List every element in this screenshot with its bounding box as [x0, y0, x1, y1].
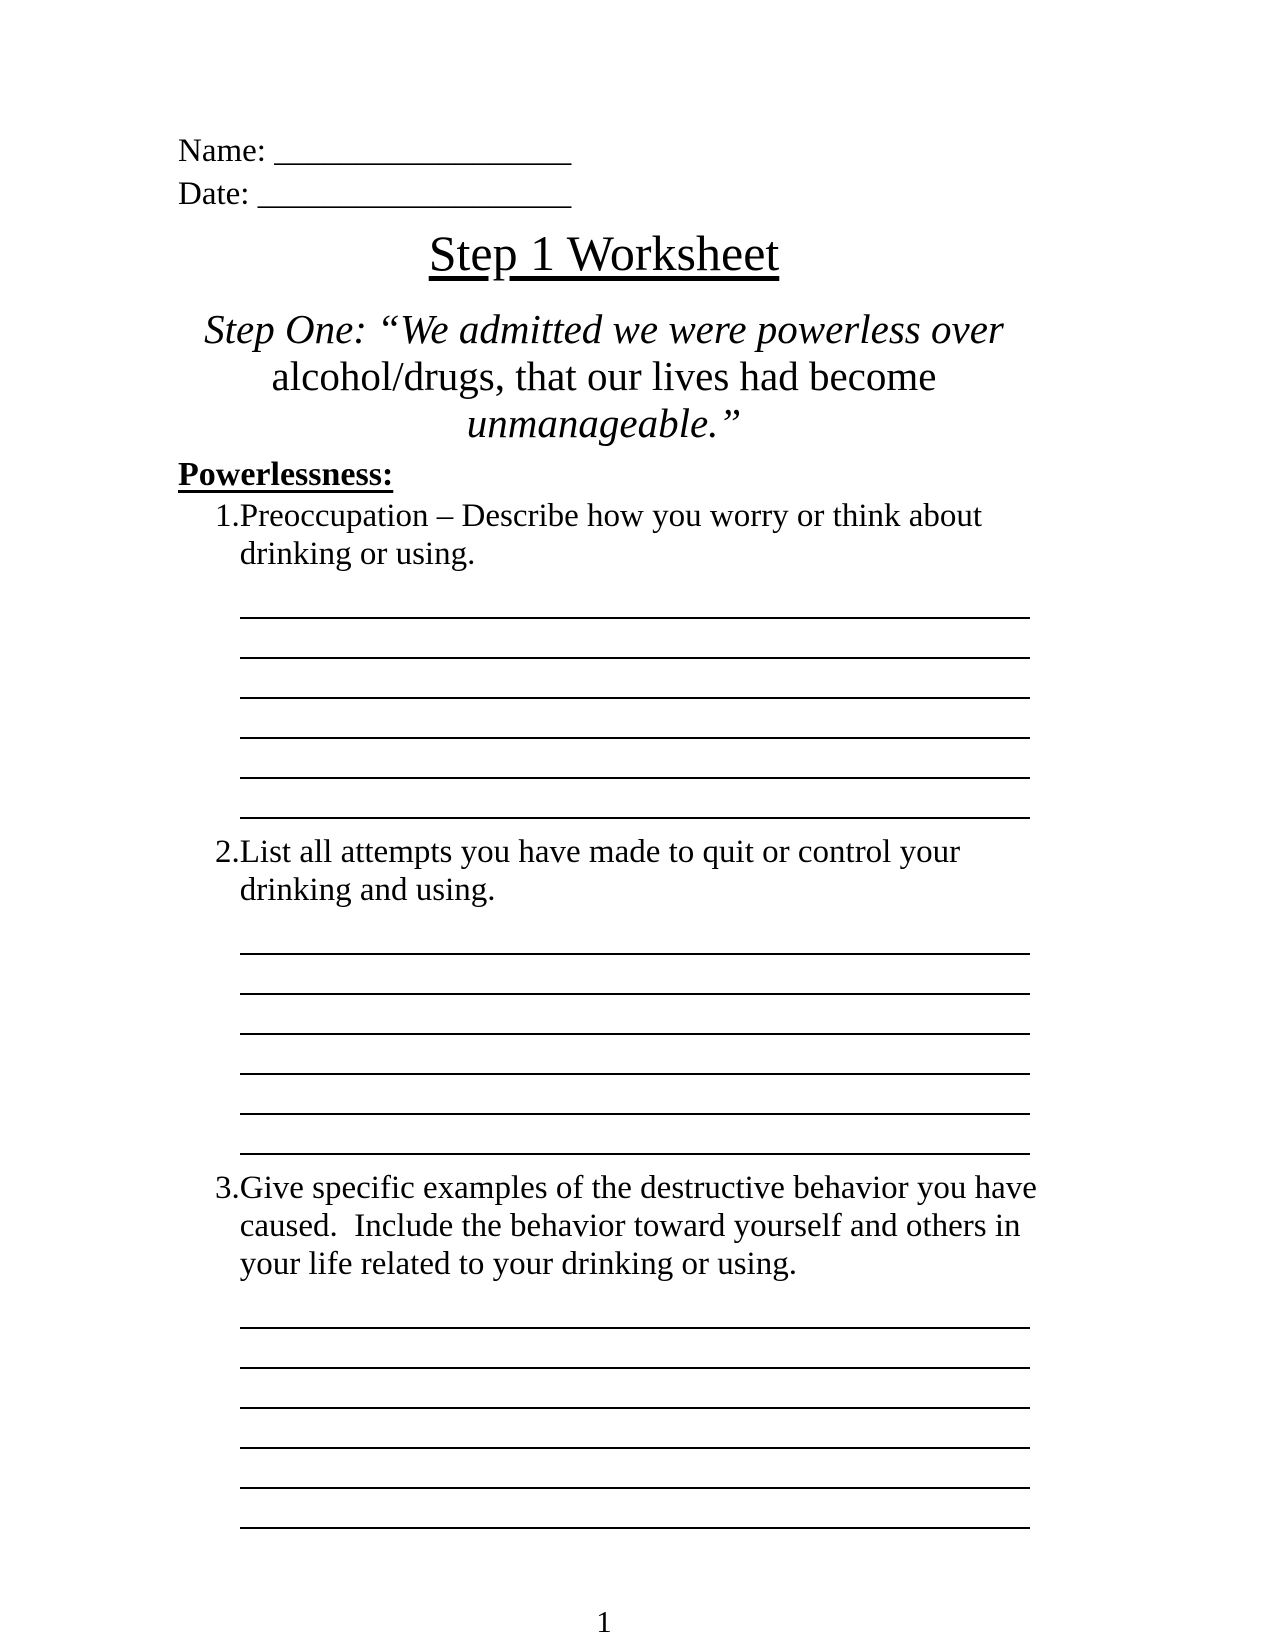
item-body [239, 1169, 1037, 1541]
answer-line [240, 1289, 1030, 1329]
answer-lines [240, 1289, 1030, 1529]
item-body [240, 497, 1030, 831]
name-field-label: Name: [178, 133, 266, 169]
answer-lines [240, 579, 1030, 819]
answer-line [240, 955, 1030, 995]
answer-line [240, 1489, 1030, 1529]
answer-line [240, 779, 1030, 819]
answer-line [240, 1449, 1030, 1489]
worksheet-title: Step 1 Worksheet [428, 225, 780, 281]
answer-line [240, 1329, 1030, 1369]
answer-line [240, 739, 1030, 779]
answer-line [240, 619, 1030, 659]
item-text-line: List all attempts you have made to quit or control your [239, 834, 961, 870]
list-item [178, 833, 1030, 1167]
list-item [178, 497, 1030, 831]
item-text-line: Give specific examples of the destructive behavior you have [239, 1170, 1037, 1206]
answer-line [240, 1115, 1030, 1155]
name-field-blank-line: __________________ [265, 133, 572, 169]
quote-line: unmanageable.” [466, 400, 742, 446]
list-item [178, 1169, 1037, 1541]
answer-line [240, 579, 1030, 619]
step-one-quote [178, 306, 1030, 447]
answer-line [240, 1075, 1030, 1115]
date-field-blank-line: ___________________ [249, 176, 572, 212]
name-field [178, 130, 1030, 173]
answer-lines [240, 915, 1030, 1155]
answer-line [240, 659, 1030, 699]
item-text-line: caused. Include the behavior toward yourself and others in [239, 1208, 1021, 1244]
answer-line [240, 995, 1030, 1035]
worksheet-items [178, 497, 1037, 1541]
answer-line [240, 915, 1030, 955]
item-text-line: drinking or using. [239, 536, 476, 572]
item-text-line: drinking and using. [239, 872, 496, 908]
date-field [178, 173, 1030, 216]
item-number: 2. [215, 834, 240, 870]
quote-line: Step One: “We admitted we were powerless over [204, 306, 1004, 352]
item-body [240, 833, 1030, 1167]
answer-line [240, 699, 1030, 739]
quote-line: alcohol/drugs, that our lives had become [271, 353, 937, 399]
item-number: 3. [215, 1170, 240, 1206]
answer-line [240, 1035, 1030, 1075]
answer-line [240, 1409, 1030, 1449]
page-number: 1 [596, 1604, 612, 1639]
answer-line [240, 1369, 1030, 1409]
date-field-label: Date: [178, 176, 250, 212]
item-text-line: your life related to your drinking or using. [239, 1246, 797, 1282]
item-number: 1. [215, 498, 240, 534]
section-heading-powerlessness: Powerlessness: [178, 456, 394, 493]
item-text-line: Preoccupation – Describe how you worry or think about [239, 498, 983, 534]
